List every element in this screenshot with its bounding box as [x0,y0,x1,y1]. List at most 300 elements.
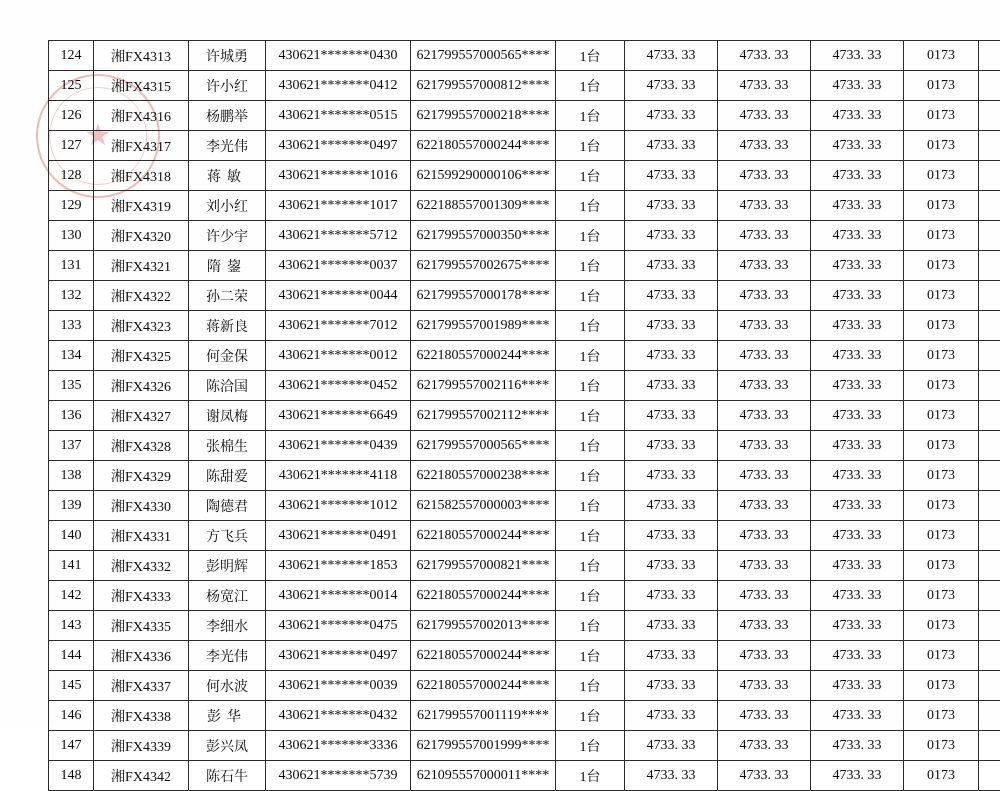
amount-3: 4733. 33 [811,71,904,101]
code-number: 0173 [904,521,979,551]
code-number: 0173 [904,251,979,281]
code-number: 0173 [904,41,979,71]
vehicle-code: 湘FX4317 [94,131,189,161]
document-number: 622180557000244**** [411,671,556,701]
amount-3: 4733. 33 [811,461,904,491]
table-row [49,671,1000,701]
person-name: 彭明辉 [189,551,266,581]
table-row [49,461,1000,491]
row-index: 133 [49,311,94,341]
document-number: 621799557000812**** [411,71,556,101]
amount-2: 4733. 33 [718,641,811,671]
amount-2: 4733. 33 [718,521,811,551]
person-name: 彭华 [189,701,266,731]
id-number: 430621*******0430 [266,41,411,71]
id-number: 430621*******0412 [266,71,411,101]
amount-1: 4733. 33 [625,41,718,71]
id-number: 430621*******0515 [266,101,411,131]
id-number: 430621*******0039 [266,671,411,701]
document-number: 622180557000244**** [411,341,556,371]
id-number: 430621*******4118 [266,461,411,491]
person-name: 陈甜爱 [189,461,266,491]
amount-3: 4733. 33 [811,491,904,521]
table-row [49,281,1000,311]
amount-1: 4733. 33 [625,341,718,371]
table-row [49,221,1000,251]
person-name: 陶德君 [189,491,266,521]
id-number: 430621*******3336 [266,731,411,761]
amount-2: 4733. 33 [718,491,811,521]
amount-1: 4733. 33 [625,311,718,341]
vehicle-code: 湘FX4321 [94,251,189,281]
quantity: 1台 [556,701,625,731]
amount-3: 4733. 33 [811,41,904,71]
quantity: 1台 [556,461,625,491]
vehicle-code: 湘FX4329 [94,461,189,491]
document-number: 621095557000011**** [411,761,556,791]
vehicle-code: 湘FX4325 [94,341,189,371]
person-name: 何金保 [189,341,266,371]
document-number: 621799557000821**** [411,551,556,581]
amount-2: 4733. 33 [718,581,811,611]
table-row [49,581,1000,611]
vehicle-code: 湘FX4338 [94,701,189,731]
person-name: 许少宇 [189,221,266,251]
id-number: 430621*******1017 [266,191,411,221]
id-number: 430621*******0014 [266,581,411,611]
vehicle-code: 湘FX4318 [94,161,189,191]
amount-3: 4733. 33 [811,641,904,671]
document-number: 621599290000106**** [411,161,556,191]
amount-3: 4733. 33 [811,671,904,701]
id-number: 430621*******6649 [266,401,411,431]
document-number: 621799557001989**** [411,311,556,341]
remark [979,341,1000,371]
quantity: 1台 [556,431,625,461]
person-name: 杨宽江 [189,581,266,611]
amount-3: 4733. 33 [811,131,904,161]
vehicle-code: 湘FX4320 [94,221,189,251]
amount-1: 4733. 33 [625,251,718,281]
id-number: 430621*******0439 [266,431,411,461]
id-number: 430621*******0497 [266,131,411,161]
row-index: 148 [49,761,94,791]
quantity: 1台 [556,551,625,581]
person-name: 李光伟 [189,641,266,671]
amount-1: 4733. 33 [625,731,718,761]
vehicle-code: 湘FX4339 [94,731,189,761]
person-name: 刘小红 [189,191,266,221]
amount-1: 4733. 33 [625,671,718,701]
id-number: 430621*******1853 [266,551,411,581]
row-index: 138 [49,461,94,491]
person-name: 杨鹏举 [189,101,266,131]
remark [979,221,1000,251]
records-table [48,40,1000,791]
table-row [49,401,1000,431]
table-row [49,641,1000,671]
quantity: 1台 [556,731,625,761]
code-number: 0173 [904,311,979,341]
code-number: 0173 [904,641,979,671]
remark [979,191,1000,221]
amount-2: 4733. 33 [718,101,811,131]
amount-3: 4733. 33 [811,341,904,371]
code-number: 0173 [904,761,979,791]
amount-3: 4733. 33 [811,551,904,581]
amount-3: 4733. 33 [811,281,904,311]
code-number: 0173 [904,71,979,101]
remark [979,401,1000,431]
amount-3: 4733. 33 [811,581,904,611]
code-number: 0173 [904,371,979,401]
quantity: 1台 [556,161,625,191]
amount-2: 4733. 33 [718,191,811,221]
row-index: 140 [49,521,94,551]
amount-1: 4733. 33 [625,161,718,191]
vehicle-code: 湘FX4319 [94,191,189,221]
row-index: 146 [49,701,94,731]
code-number: 0173 [904,281,979,311]
id-number: 430621*******1016 [266,161,411,191]
data-table-container [48,40,953,791]
document-number: 621799557001119**** [411,701,556,731]
vehicle-code: 湘FX4328 [94,431,189,461]
code-number: 0173 [904,131,979,161]
amount-2: 4733. 33 [718,701,811,731]
table-row [49,161,1000,191]
quantity: 1台 [556,581,625,611]
document-number: 621799557000350**** [411,221,556,251]
remark [979,461,1000,491]
document-number: 622180557000244**** [411,131,556,161]
table-row [49,341,1000,371]
quantity: 1台 [556,401,625,431]
code-number: 0173 [904,551,979,581]
vehicle-code: 湘FX4331 [94,521,189,551]
id-number: 430621*******0452 [266,371,411,401]
quantity: 1台 [556,611,625,641]
vehicle-code: 湘FX4336 [94,641,189,671]
amount-2: 4733. 33 [718,401,811,431]
document-number: 621799557000565**** [411,41,556,71]
row-index: 143 [49,611,94,641]
table-row [49,41,1000,71]
code-number: 0173 [904,581,979,611]
amount-2: 4733. 33 [718,71,811,101]
amount-2: 4733. 33 [718,671,811,701]
vehicle-code: 湘FX4337 [94,671,189,701]
person-name: 李光伟 [189,131,266,161]
quantity: 1台 [556,131,625,161]
code-number: 0173 [904,221,979,251]
person-name: 隋鋆 [189,251,266,281]
row-index: 144 [49,641,94,671]
table-row [49,311,1000,341]
quantity: 1台 [556,101,625,131]
amount-2: 4733. 33 [718,611,811,641]
remark [979,131,1000,161]
remark [979,761,1000,791]
amount-3: 4733. 33 [811,521,904,551]
remark [979,611,1000,641]
row-index: 134 [49,341,94,371]
amount-3: 4733. 33 [811,401,904,431]
amount-1: 4733. 33 [625,371,718,401]
amount-1: 4733. 33 [625,491,718,521]
remark [979,731,1000,761]
table-row [49,551,1000,581]
vehicle-code: 湘FX4332 [94,551,189,581]
person-name: 何水波 [189,671,266,701]
quantity: 1台 [556,311,625,341]
vehicle-code: 湘FX4342 [94,761,189,791]
row-index: 147 [49,731,94,761]
vehicle-code: 湘FX4323 [94,311,189,341]
amount-1: 4733. 33 [625,461,718,491]
quantity: 1台 [556,71,625,101]
amount-1: 4733. 33 [625,431,718,461]
amount-3: 4733. 33 [811,701,904,731]
code-number: 0173 [904,731,979,761]
quantity: 1台 [556,221,625,251]
quantity: 1台 [556,761,625,791]
amount-3: 4733. 33 [811,731,904,761]
person-name: 谢凤梅 [189,401,266,431]
row-index: 126 [49,101,94,131]
row-index: 130 [49,221,94,251]
amount-3: 4733. 33 [811,191,904,221]
table-row [49,521,1000,551]
vehicle-code: 湘FX4326 [94,371,189,401]
code-number: 0173 [904,401,979,431]
remark [979,161,1000,191]
amount-3: 4733. 33 [811,431,904,461]
person-name: 蒋敏 [189,161,266,191]
amount-2: 4733. 33 [718,161,811,191]
person-name: 许城勇 [189,41,266,71]
code-number: 0173 [904,191,979,221]
remark [979,581,1000,611]
quantity: 1台 [556,491,625,521]
document-number: 622180557000244**** [411,521,556,551]
table-row [49,491,1000,521]
code-number: 0173 [904,671,979,701]
id-number: 430621*******0044 [266,281,411,311]
amount-2: 4733. 33 [718,761,811,791]
id-number: 430621*******0037 [266,251,411,281]
amount-2: 4733. 33 [718,281,811,311]
vehicle-code: 湘FX4313 [94,41,189,71]
quantity: 1台 [556,371,625,401]
row-index: 137 [49,431,94,461]
row-index: 135 [49,371,94,401]
amount-1: 4733. 33 [625,521,718,551]
row-index: 127 [49,131,94,161]
table-row [49,761,1000,791]
quantity: 1台 [556,281,625,311]
amount-3: 4733. 33 [811,761,904,791]
amount-2: 4733. 33 [718,431,811,461]
row-index: 145 [49,671,94,701]
row-index: 139 [49,491,94,521]
remark [979,71,1000,101]
amount-1: 4733. 33 [625,761,718,791]
amount-3: 4733. 33 [811,311,904,341]
table-row [49,191,1000,221]
document-number: 621799557002112**** [411,401,556,431]
amount-1: 4733. 33 [625,581,718,611]
id-number: 430621*******0012 [266,341,411,371]
person-name: 陈洽国 [189,371,266,401]
code-number: 0173 [904,341,979,371]
id-number: 430621*******5739 [266,761,411,791]
row-index: 131 [49,251,94,281]
remark [979,281,1000,311]
document-number: 622188557001309**** [411,191,556,221]
amount-3: 4733. 33 [811,101,904,131]
amount-2: 4733. 33 [718,731,811,761]
table-row [49,431,1000,461]
amount-2: 4733. 33 [718,221,811,251]
remark [979,311,1000,341]
amount-1: 4733. 33 [625,221,718,251]
amount-2: 4733. 33 [718,311,811,341]
row-index: 125 [49,71,94,101]
id-number: 430621*******1012 [266,491,411,521]
row-index: 124 [49,41,94,71]
remark [979,701,1000,731]
vehicle-code: 湘FX4327 [94,401,189,431]
remark [979,521,1000,551]
amount-1: 4733. 33 [625,551,718,581]
document-number: 621799557002675**** [411,251,556,281]
quantity: 1台 [556,671,625,701]
id-number: 430621*******0497 [266,641,411,671]
amount-2: 4733. 33 [718,341,811,371]
document-number: 621799557001999**** [411,731,556,761]
quantity: 1台 [556,521,625,551]
amount-3: 4733. 33 [811,371,904,401]
remark [979,41,1000,71]
document-number: 621799557000178**** [411,281,556,311]
document-number: 622180557000244**** [411,641,556,671]
amount-1: 4733. 33 [625,281,718,311]
vehicle-code: 湘FX4335 [94,611,189,641]
document-number: 622180557000238**** [411,461,556,491]
amount-1: 4733. 33 [625,401,718,431]
document-number: 622180557000244**** [411,581,556,611]
row-index: 129 [49,191,94,221]
amount-2: 4733. 33 [718,461,811,491]
amount-3: 4733. 33 [811,251,904,281]
row-index: 142 [49,581,94,611]
remark [979,371,1000,401]
document-number: 621799557002013**** [411,611,556,641]
code-number: 0173 [904,701,979,731]
amount-3: 4733. 33 [811,221,904,251]
table-row [49,101,1000,131]
remark [979,671,1000,701]
quantity: 1台 [556,341,625,371]
code-number: 0173 [904,461,979,491]
id-number: 430621*******0432 [266,701,411,731]
remark [979,491,1000,521]
vehicle-code: 湘FX4315 [94,71,189,101]
person-name: 李细水 [189,611,266,641]
amount-1: 4733. 33 [625,101,718,131]
document-number: 621799557002116**** [411,371,556,401]
amount-2: 4733. 33 [718,551,811,581]
id-number: 430621*******5712 [266,221,411,251]
table-row [49,131,1000,161]
vehicle-code: 湘FX4333 [94,581,189,611]
code-number: 0173 [904,161,979,191]
table-row [49,611,1000,641]
table-row [49,731,1000,761]
amount-1: 4733. 33 [625,641,718,671]
vehicle-code: 湘FX4322 [94,281,189,311]
amount-1: 4733. 33 [625,611,718,641]
row-index: 132 [49,281,94,311]
person-name: 张棉生 [189,431,266,461]
amount-1: 4733. 33 [625,701,718,731]
table-row [49,371,1000,401]
person-name: 方飞兵 [189,521,266,551]
remark [979,641,1000,671]
amount-2: 4733. 33 [718,41,811,71]
code-number: 0173 [904,611,979,641]
amount-3: 4733. 33 [811,161,904,191]
quantity: 1台 [556,641,625,671]
amount-1: 4733. 33 [625,71,718,101]
person-name: 许小红 [189,71,266,101]
quantity: 1台 [556,41,625,71]
row-index: 141 [49,551,94,581]
person-name: 彭兴凤 [189,731,266,761]
code-number: 0173 [904,491,979,521]
amount-2: 4733. 33 [718,371,811,401]
code-number: 0173 [904,101,979,131]
code-number: 0173 [904,431,979,461]
document-number: 621799557000218**** [411,101,556,131]
row-index: 136 [49,401,94,431]
person-name: 陈石牛 [189,761,266,791]
document-number: 621582557000003**** [411,491,556,521]
amount-3: 4733. 33 [811,611,904,641]
remark [979,101,1000,131]
table-row [49,251,1000,281]
amount-2: 4733. 33 [718,131,811,161]
table-row [49,71,1000,101]
table-row [49,701,1000,731]
quantity: 1台 [556,191,625,221]
quantity: 1台 [556,251,625,281]
star-icon: ★ [85,121,112,151]
id-number: 430621*******0491 [266,521,411,551]
person-name: 孙二荣 [189,281,266,311]
amount-1: 4733. 33 [625,131,718,161]
remark [979,251,1000,281]
document-number: 621799557000565**** [411,431,556,461]
amount-1: 4733. 33 [625,191,718,221]
id-number: 430621*******0475 [266,611,411,641]
vehicle-code: 湘FX4330 [94,491,189,521]
amount-2: 4733. 33 [718,251,811,281]
person-name: 蒋新良 [189,311,266,341]
remark [979,431,1000,461]
vehicle-code: 湘FX4316 [94,101,189,131]
